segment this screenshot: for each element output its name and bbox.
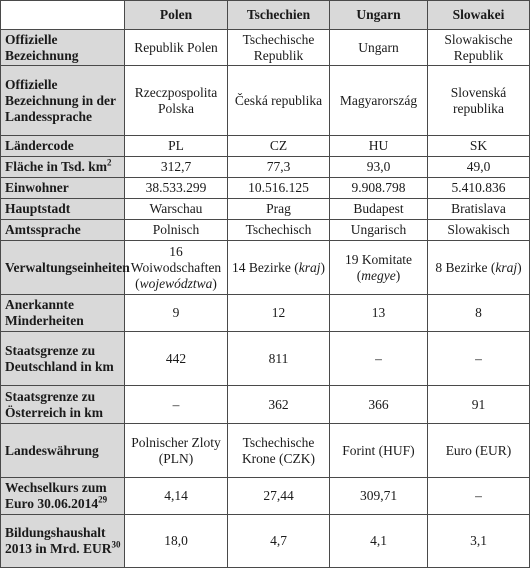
table-cell: 93,0 — [330, 157, 428, 178]
row-label: Landeswährung — [1, 424, 125, 478]
table-cell: – — [428, 332, 530, 386]
table-cell: 13 — [330, 295, 428, 332]
table-cell: Euro (EUR) — [428, 424, 530, 478]
table-row — [1, 220, 530, 241]
table-row — [1, 295, 530, 332]
table-row — [1, 332, 530, 386]
table-cell: Warschau — [125, 199, 228, 220]
row-label — [1, 157, 125, 178]
row-label — [1, 478, 125, 515]
table-cell: Forint (HUF) — [330, 424, 428, 478]
table-cell: – — [330, 332, 428, 386]
row-label-text: Fläche in Tsd. km — [5, 159, 108, 174]
row-label — [1, 515, 125, 568]
table-cell: 8 — [428, 295, 530, 332]
table-cell: 18,0 — [125, 515, 228, 568]
table-cell: 10.516.125 — [228, 178, 330, 199]
row-label-text: Bildungshaushalt 2013 in Mrd. EUR — [5, 525, 112, 556]
table-cell: Republik Polen — [125, 30, 228, 66]
superscript: 30 — [111, 539, 121, 550]
table-cell: Polnisch — [125, 220, 228, 241]
table-cell: Budapest — [330, 199, 428, 220]
table-cell: 362 — [228, 386, 330, 424]
table-row — [1, 515, 530, 568]
native-term: kraj — [495, 259, 518, 275]
cell-text: ) — [395, 267, 401, 283]
table-row — [1, 241, 530, 295]
table-cell: Magyarország — [330, 66, 428, 136]
row-label-text: Wechselkurs zum Euro 30.06.2014 — [5, 480, 107, 511]
row-label: Anerkannte Minderheiten — [1, 295, 125, 332]
cell-text: ) — [212, 275, 217, 291]
table-cell: 312,7 — [125, 157, 228, 178]
row-label: Offizielle Bezeichnung — [1, 30, 125, 66]
table-row — [1, 478, 530, 515]
table-cell: 811 — [228, 332, 330, 386]
table-cell: 38.533.299 — [125, 178, 228, 199]
table-cell — [330, 241, 428, 295]
table-cell: Tschechische Krone (CZK) — [228, 424, 330, 478]
cell-text: 8 Bezirke ( — [435, 259, 496, 275]
table-cell: 9 — [125, 295, 228, 332]
header-country-tschechien: Tschechien — [228, 1, 330, 30]
table-cell: 4,1 — [330, 515, 428, 568]
table-row — [1, 66, 530, 136]
table-cell: 77,3 — [228, 157, 330, 178]
table-cell: 12 — [228, 295, 330, 332]
table-cell: Prag — [228, 199, 330, 220]
header-country-ungarn: Ungarn — [330, 1, 428, 30]
header-corner-cell — [1, 1, 125, 30]
table-cell: Ungarn — [330, 30, 428, 66]
table-cell: 5.410.836 — [428, 178, 530, 199]
table-cell: Tschechisch — [228, 220, 330, 241]
table-cell: 3,1 — [428, 515, 530, 568]
table-cell — [125, 241, 228, 295]
table-cell: PL — [125, 136, 228, 157]
cell-text: ) — [320, 259, 325, 275]
table-cell — [228, 241, 330, 295]
superscript: 2 — [107, 157, 112, 168]
row-label: Staatsgrenze zu Deutschland in km — [1, 332, 125, 386]
header-country-polen: Polen — [125, 1, 228, 30]
native-term: megye — [361, 267, 396, 283]
table-row — [1, 30, 530, 66]
table-row — [1, 136, 530, 157]
table-cell: Slovenská republika — [428, 66, 530, 136]
table-cell: 91 — [428, 386, 530, 424]
table-cell — [428, 241, 530, 295]
header-country-slowakei: Slowakei — [428, 1, 530, 30]
cell-text: 16 Woiwodschaften ( — [130, 243, 222, 291]
row-label: Amtssprache — [1, 220, 125, 241]
table-cell: Slowakische Republik — [428, 30, 530, 66]
table-cell: Ungarisch — [330, 220, 428, 241]
cell-text: 14 Bezirke ( — [232, 259, 299, 275]
native-term: kraj — [298, 259, 321, 275]
table-cell: 366 — [330, 386, 428, 424]
row-label: Staatsgrenze zu Österreich in km — [1, 386, 125, 424]
table-cell: Bratislava — [428, 199, 530, 220]
table-row — [1, 424, 530, 478]
superscript: 29 — [98, 494, 108, 505]
table-row — [1, 157, 530, 178]
table-cell: 49,0 — [428, 157, 530, 178]
table-cell: HU — [330, 136, 428, 157]
table-cell: Rzeczpospolita Polska — [125, 66, 228, 136]
table-cell: 442 — [125, 332, 228, 386]
row-label: Offizielle Bezeichnung in der Landessprache — [1, 66, 125, 136]
table-cell: Polnischer Zloty (PLN) — [125, 424, 228, 478]
table-cell: 27,44 — [228, 478, 330, 515]
table-cell: – — [125, 386, 228, 424]
table-cell: Česká republika — [228, 66, 330, 136]
table-cell: 309,71 — [330, 478, 428, 515]
row-label: Verwaltungseinheiten — [1, 241, 125, 295]
table-cell: Slowakisch — [428, 220, 530, 241]
table-cell: Tschechische Republik — [228, 30, 330, 66]
cell-text: ) — [517, 259, 522, 275]
row-label: Einwohner — [1, 178, 125, 199]
header-row — [1, 1, 530, 30]
cell-text: 19 Komitate ( — [344, 251, 413, 283]
table-cell: 4,7 — [228, 515, 330, 568]
table-cell: CZ — [228, 136, 330, 157]
table-cell: 4,14 — [125, 478, 228, 515]
table-cell: – — [428, 478, 530, 515]
native-term: województwa — [139, 275, 213, 291]
table-row — [1, 178, 530, 199]
table-cell: SK — [428, 136, 530, 157]
row-label: Hauptstadt — [1, 199, 125, 220]
row-label: Ländercode — [1, 136, 125, 157]
table-cell: 9.908.798 — [330, 178, 428, 199]
table-row — [1, 386, 530, 424]
table-row — [1, 199, 530, 220]
